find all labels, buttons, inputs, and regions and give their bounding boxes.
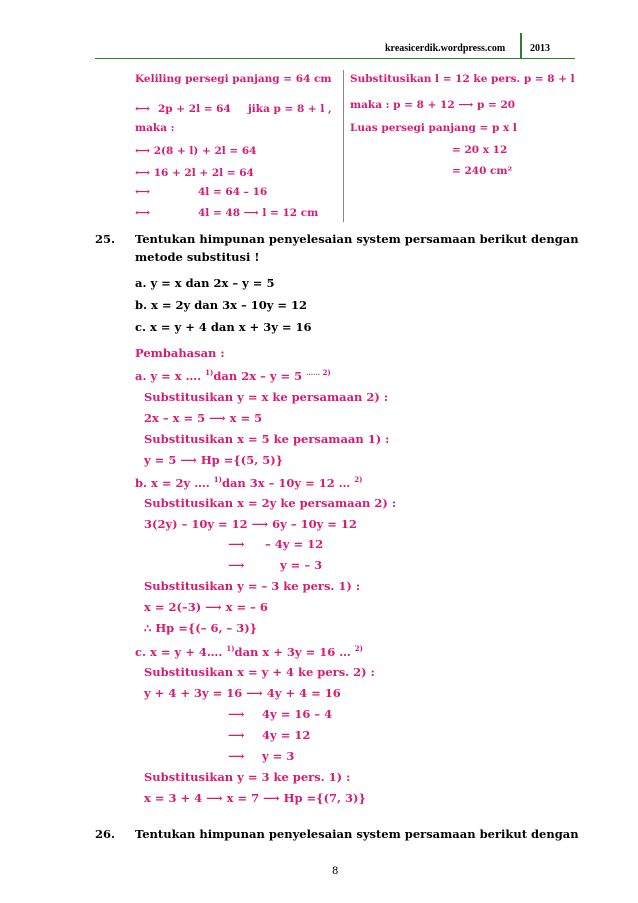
- arrow-icon: ⟶: [228, 707, 245, 721]
- equation-step1: ⟷ 2(8 + l) + 2l = 64: [135, 145, 257, 157]
- question-text: Tentukan himpunan penyelesaian system persamaan berikut dengan: [135, 827, 579, 841]
- text-keliling: Keliling persegi panjang = 64 cm: [135, 73, 332, 85]
- solution-line: Substitusikan y = 3 ke pers. 1) :: [144, 770, 351, 784]
- equation-luas2: = 240 cm²: [452, 165, 513, 177]
- equation-step3: 4l = 64 – 16: [198, 186, 268, 198]
- text-luas: Luas persegi panjang = p x l: [350, 122, 517, 134]
- solution-line: Substitusikan x = y + 4 ke pers. 2) :: [144, 665, 375, 679]
- equation-p: maka : p = 8 + 12 ⟶ p = 20: [350, 99, 516, 111]
- text-maka: maka :: [135, 122, 175, 134]
- solution-line: 4y = 16 – 4: [262, 707, 333, 721]
- solution-line: – 4y = 12: [265, 537, 324, 551]
- header-site: kreasicerdik.wordpress.com: [385, 43, 506, 54]
- solution-line: ∴ Hp ={(– 6, – 3)}: [144, 621, 258, 635]
- solution-line: Substitusikan y = – 3 ke pers. 1) :: [144, 579, 361, 593]
- question-text: Tentukan himpunan penyelesaian system persamaan berikut dengan: [135, 232, 579, 246]
- solution-line: y = – 3: [280, 558, 323, 572]
- solution-line: 4y = 12: [262, 728, 311, 742]
- solution-line: y = 3: [262, 749, 295, 763]
- header-rule: [95, 58, 575, 59]
- solution-c-line: c. x = y + 4…. $^{1)}$dan x + 3y = 16 … $^{2)}$: [135, 644, 363, 659]
- equation-luas1: = 20 x 12: [452, 144, 508, 156]
- arrow-icon: ⟶: [228, 749, 245, 763]
- arrow-icon: ⟷: [135, 207, 151, 219]
- solution-line: x = 2(–3) ⟶ x = – 6: [144, 600, 268, 614]
- arrow-icon: ⟷: [135, 186, 151, 198]
- solution-line: y + 4 + 3y = 16 ⟶ 4y + 4 = 16: [144, 686, 341, 700]
- option-b: b. x = 2y dan 3x – 10y = 12: [135, 298, 308, 312]
- question-number: 25.: [95, 232, 116, 246]
- solution-line: x = 3 + 4 ⟶ x = 7 ⟶ Hp ={(7, 3)}: [144, 791, 366, 805]
- text-substitusi-l: Substitusikan l = 12 ke pers. p = 8 + l: [350, 73, 575, 85]
- table-divider: [343, 70, 344, 222]
- solution-line: Substitusikan x = 5 ke persamaan 1) :: [144, 432, 390, 446]
- question-number: 26.: [95, 827, 116, 841]
- equation-step4: 4l = 48 ⟶ l = 12 cm: [198, 207, 319, 219]
- pembahasan-heading: Pembahasan :: [135, 346, 225, 360]
- header-divider: [520, 33, 522, 59]
- option-c: c. x = y + 4 dan x + 3y = 16: [135, 320, 312, 334]
- solution-line: Substitusikan x = 2y ke persamaan 2) :: [144, 496, 397, 510]
- solution-b-line: b. x = 2y …. $^{1)}$dan 3x – 10y = 12 … $^{2)}$: [135, 475, 363, 490]
- page-number: 8: [332, 866, 339, 877]
- solution-line: 2x – x = 5 ⟶ x = 5: [144, 411, 263, 425]
- arrow-icon: ⟶: [228, 728, 245, 742]
- option-a: a. y = x dan 2x – y = 5: [135, 276, 275, 290]
- header-year: 2013: [530, 43, 550, 54]
- solution-line: Substitusikan y = x ke persamaan 2) :: [144, 390, 389, 404]
- solution-line: y = 5 ⟶ Hp ={(5, 5)}: [144, 453, 284, 467]
- equation-step2: ⟷ 16 + 2l + 2l = 64: [135, 167, 254, 179]
- question-text: metode substitusi !: [135, 250, 260, 264]
- arrow-icon: ⟶: [228, 558, 245, 572]
- arrow-icon: ⟷: [135, 103, 151, 115]
- solution-line: 3(2y) – 10y = 12 ⟶ 6y – 10y = 12: [144, 517, 357, 531]
- solution-a-line: a. y = x …. $^{1)}$dan 2x – y = 5 $^{\dots\dots 2)}$: [135, 368, 331, 383]
- equation-2p2l: 2p + 2l = 64: [158, 103, 231, 115]
- arrow-icon: ⟶: [228, 537, 245, 551]
- equation-jika: jika p = 8 + l ,: [248, 103, 332, 115]
